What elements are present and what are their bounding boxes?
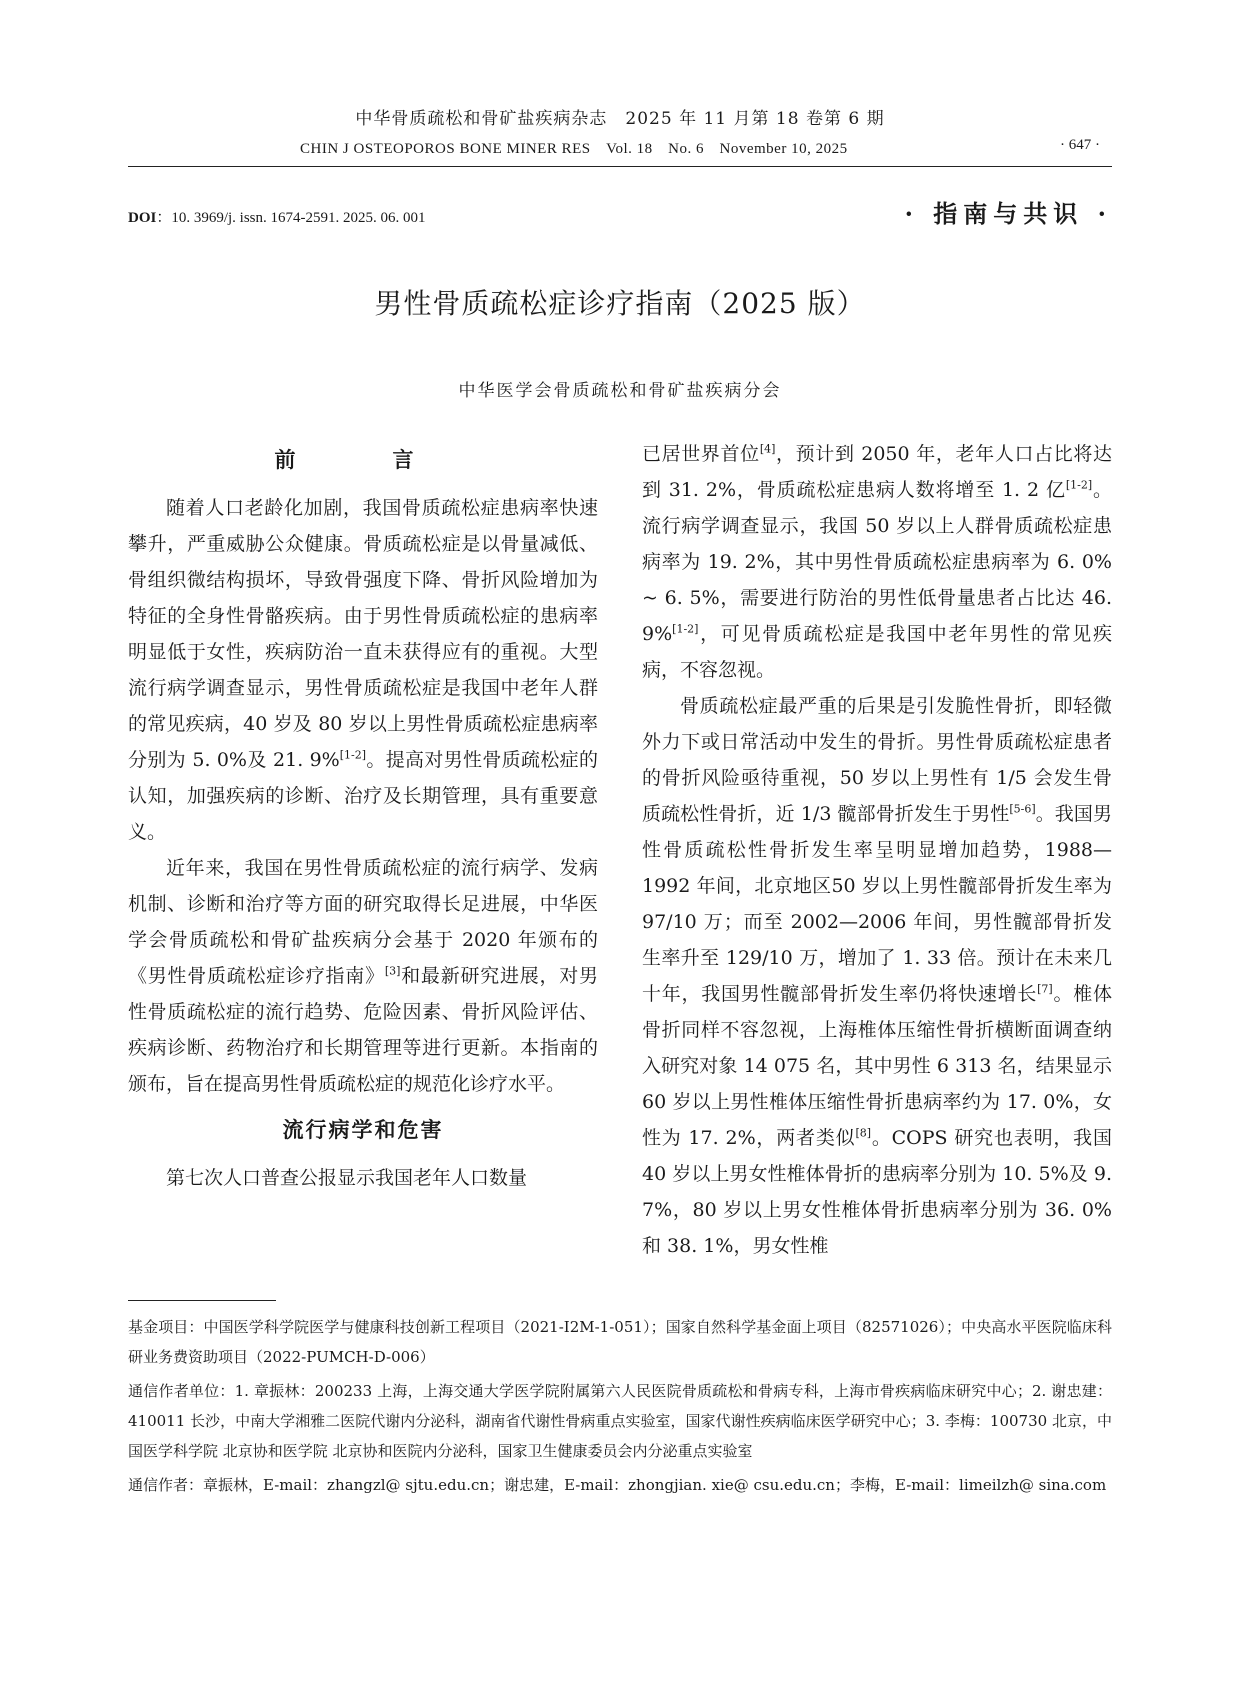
doi-value: ：10. 3969/j. issn. 1674-2591. 2025. 06. 001 [156, 210, 426, 226]
citation: [7] [1037, 982, 1053, 996]
left-column [128, 440, 598, 1196]
citation: [5-6] [1009, 802, 1036, 816]
running-header-cn: 中华骨质疏松和骨矿盐疾病杂志 2025 年 11 月第 18 卷第 6 期 [355, 109, 885, 129]
affiliation-note: 通信作者单位：1. 章振林：200233 上海，上海交通大学医学院附属第六人民医院骨质疏松和骨病专科，上海市骨疾病临床研究中心；2. 谢忠建：410011 长沙，中南大学湘雅二医院代谢内分泌科，湖南省代谢性骨病重点实验室，国家代谢性疾病临床医学研究中心；3. 李梅：100730 北京，中国医学科学院 北京协和医学院 北京协和医院内分泌科，国家卫生健康委员会内分泌重点实验室 [128, 1382, 1112, 1460]
text-run: ，可见骨质疏松症是我国中老年男性的常见疾病，不容忽视。 [642, 623, 1112, 681]
footnotes [128, 1312, 1112, 1504]
text-run: 近年来，我国在男性骨质疏松症的流行病学、发病机制、诊断和治疗等方面的研究取得长足进展，中华医学会骨质疏松和骨矿盐疾病分会基于 2020 年颁布的《男性骨质疏松症诊疗指南》 [128, 857, 598, 987]
epidemiology-heading: 流行病学和危害 [282, 1118, 444, 1142]
text-run: 。提高对男性骨质疏松症的认知，加强疾病的诊断、治疗及长期管理，具有重要意义。 [128, 749, 598, 843]
text-run: 骨质疏松症最严重的后果是引发脆性骨折，即轻微外力下或日常活动中发生的骨折。男性骨质疏松症患者的骨折风险亟待重视，50 岁以上男性有 1/5 会发生骨质疏松性骨折，近 1/3 髋部骨折发生于男性 [642, 695, 1112, 825]
author-line: 中华医学会骨质疏松和骨矿盐疾病分会 [458, 381, 782, 401]
paragraph [128, 490, 598, 850]
citation: [1-2] [1065, 478, 1093, 492]
article-title: 男性骨质疏松症诊疗指南（2025 版） [374, 287, 866, 320]
citation: [3] [384, 964, 401, 978]
paragraph [642, 436, 1112, 688]
preface-heading: 前 言 [274, 448, 452, 472]
running-header-en: CHIN J OSTEOPOROS BONE MINER RES Vol. 18 No. 6 November 10, 2025 [300, 141, 848, 157]
text-run: 已居世界首位 [642, 443, 760, 465]
citation: [8] [855, 1126, 872, 1140]
funding-note: 基金项目：中国医学科学院医学与健康科技创新工程项目（2021-I2M-1-051）；国家自然科学基金面上项目（82571026）；中央高水平医院临床科研业务费资助项目（2022-PUMCH-D-006） [128, 1318, 1112, 1366]
paragraph [128, 850, 598, 1102]
citation: [1-2] [339, 748, 367, 762]
text-run: ，预计到 2050 年，老年人口占比将达到 31. 2%，骨质疏松症患病人数将增至 1. 2 亿 [642, 443, 1112, 501]
contact-note: 通信作者：章振林，E-mail：zhangzl@ sjtu.edu.cn；谢忠建，E-mail：zhongjian. xie@ csu.edu.cn；李梅，E-mail：limeilzh@ sina.com [128, 1476, 1107, 1494]
text-run: 第七次人口普查公报显示我国老年人口数量 [166, 1167, 528, 1189]
section-tag: · 指南与共识 · [904, 199, 1112, 228]
doi-label: DOI [128, 210, 157, 226]
citation: [1-2] [672, 622, 699, 636]
doi-line [128, 206, 426, 227]
footnote-rule [128, 1300, 276, 1301]
header-rule [128, 166, 1112, 167]
text-run: 。椎体骨折同样不容忽视，上海椎体压缩性骨折横断面调查纳入研究对象 14 075 名，其中男性 6 313 名，结果显示 60 岁以上男性椎体压缩性骨折患病率约为 17. 0%，女性为 17. 2%，两者类似 [642, 983, 1112, 1149]
text-run: 。我国男性骨质疏松性骨折发生率呈明显增加趋势，1988—1992 年间，北京地区50 岁以上男性髋部骨折发生率为 97/10 万；而至 2002—2006 年间，男性髋部骨折发生率升至 129/10 万，增加了 1. 33 倍。预计在未来几十年，我国男性髋部骨折发生率仍将快速增长 [642, 803, 1112, 1005]
text-run: 和最新研究进展，对男性骨质疏松症的流行趋势、危险因素、骨折风险评估、疾病诊断、药物治疗和长期管理等进行更新。本指南的颁布，旨在提高男性骨质疏松症的规范化诊疗水平。 [128, 965, 598, 1095]
page-number: · 647 · [1060, 137, 1100, 153]
right-column [642, 436, 1112, 1264]
paragraph [642, 688, 1112, 1264]
paragraph [128, 1160, 598, 1196]
text-run: 。COPS 研究也表明，我国 40 岁以上男女性椎体骨折的患病率分别为 10. 5%及 9. 7%，80 岁以上男女性椎体骨折患病率分别为 36. 0%和 38. 1%，男女性椎 [642, 1127, 1112, 1257]
citation: [4] [759, 442, 776, 456]
text-run: 随着人口老龄化加剧，我国骨质疏松症患病率快速攀升，严重威胁公众健康。骨质疏松症是以骨量减低、骨组织微结构损坏，导致骨强度下降、骨折风险增加为特征的全身性骨骼疾病。由于男性骨质疏松症的患病率明显低于女性，疾病防治一直未获得应有的重视。大型流行病学调查显示，男性骨质疏松症是我国中老年人群的常见疾病，40 岁及 80 岁以上男性骨质疏松症患病率分别为 5. 0%及 21. 9% [128, 497, 598, 771]
text-run: 。流行病学调查显示，我国 50 岁以上人群骨质疏松症患病率为 19. 2%，其中男性骨质疏松症患病率为 6. 0% ~ 6. 5%，需要进行防治的男性低骨量患者占比达 46. 9% [642, 479, 1112, 645]
